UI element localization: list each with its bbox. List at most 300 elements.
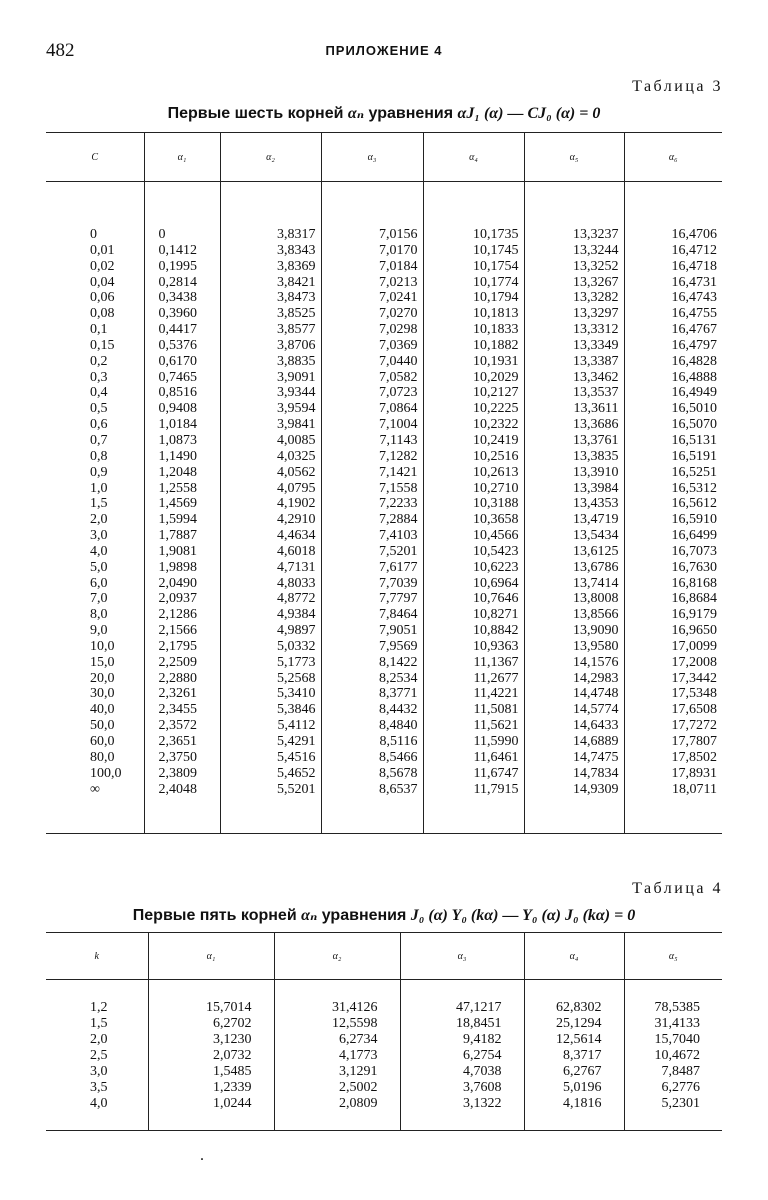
table-cell: 7,0156 (379, 227, 418, 242)
table-cell: 5,1773 (277, 654, 316, 670)
table-cell: 6,0 (90, 575, 108, 591)
table-cell: 14,9309 (573, 781, 619, 797)
table-3-title (0, 103, 768, 123)
table-3-header-alpha2: α₂ (220, 133, 321, 182)
table-cell: 50,0 (90, 718, 115, 734)
table-cell: 31,4133 (654, 1016, 700, 1031)
table-cell: 5,4291 (277, 734, 316, 749)
table-cell: 13,3835 (573, 448, 619, 464)
table-cell: 3,8835 (277, 353, 316, 369)
table-cell: 1,4569 (158, 496, 197, 512)
table-cell: 11,5081 (473, 702, 519, 718)
table-cell: 5,4112 (277, 718, 316, 734)
table-cell: 2,5002 (339, 1080, 378, 1095)
table-cell: 0,3 (90, 369, 108, 385)
table-cell: 6,2734 (339, 1032, 378, 1047)
table-cell: 10,3658 (473, 512, 519, 528)
table-cell: 14,7475 (573, 749, 619, 765)
table-cell: 3,1230 (213, 1032, 252, 1047)
table-cell: 3,5 (90, 1080, 108, 1095)
table-cell: 4,7131 (277, 559, 316, 575)
table-cell: 0,1412 (158, 242, 197, 258)
table-cell: 0,9 (90, 464, 108, 480)
table-cell: 5,5201 (277, 781, 316, 797)
table-cell: 5,0332 (277, 638, 316, 654)
table-cell: 0,6170 (158, 353, 197, 369)
table-cell: 16,7073 (671, 543, 717, 559)
table-cell: 13,5434 (573, 528, 619, 544)
table-4-title-mid: уравнения (317, 907, 411, 924)
table-cell: 17,5348 (671, 686, 717, 702)
table-cell: 11,1367 (473, 654, 519, 670)
table-cell: 0,1 (90, 322, 108, 338)
table-cell: 10,7646 (473, 591, 519, 607)
table-3 (46, 132, 722, 834)
table-cell: 13,3312 (573, 322, 619, 338)
table-3-body-row (46, 182, 722, 834)
table-cell: 5,0196 (563, 1080, 602, 1095)
table-4-column-alpha3 (400, 980, 524, 1131)
table-cell: 5,2301 (661, 1096, 700, 1111)
table-cell: 78,5385 (654, 1000, 700, 1015)
table-3-column-alpha3 (321, 182, 423, 834)
table-cell: 13,8566 (573, 607, 619, 623)
table-4-body-row (46, 980, 722, 1131)
table-3-title-variable: αₙ (347, 105, 365, 122)
table-cell: 11,4221 (473, 686, 519, 702)
table-cell: 0,7465 (158, 369, 197, 385)
table-cell: 7,0 (90, 591, 108, 607)
table-cell: 1,0244 (213, 1096, 252, 1111)
table-cell: 9,0 (90, 623, 108, 639)
table-cell: 3,1322 (463, 1096, 502, 1111)
table-cell: 25,1294 (556, 1016, 602, 1031)
table-cell: 0,02 (90, 258, 115, 274)
table-cell: 7,9051 (379, 623, 418, 639)
table-3-header-alpha1: α₁ (144, 133, 220, 182)
table-cell: 0,3960 (158, 306, 197, 322)
table-cell: 1,2339 (213, 1080, 252, 1095)
table-cell: 3,8577 (277, 322, 316, 338)
table-cell: 0,8 (90, 448, 108, 464)
table-cell: 16,6499 (671, 528, 717, 544)
table-cell: 7,1143 (379, 432, 418, 448)
table-cell: 7,9569 (379, 638, 418, 654)
table-cell: 2,2509 (158, 654, 197, 670)
table-cell: 10,2127 (473, 385, 519, 401)
table-cell: 7,4103 (379, 528, 418, 544)
table-cell: 16,4731 (671, 274, 717, 290)
table-cell: 16,5010 (671, 401, 717, 417)
table-cell: 14,6433 (573, 718, 619, 734)
table-cell: 16,5910 (671, 512, 717, 528)
table-cell: 5,4652 (277, 765, 316, 781)
table-cell: 11,5990 (473, 734, 519, 749)
table-cell: 16,9650 (671, 623, 717, 639)
table-cell: 10,1794 (473, 290, 519, 306)
table-cell: 2,5 (90, 1048, 108, 1063)
table-3-title-equation: αJ₁ (α) — CJ₀ (α) = 0 (457, 105, 601, 122)
table-cell: 2,0732 (213, 1048, 252, 1063)
table-cell: 15,7040 (654, 1032, 700, 1047)
table-cell: 1,5485 (213, 1064, 252, 1079)
table-3-header-alpha5: α₅ (524, 133, 624, 182)
stray-mark: . (200, 1147, 204, 1164)
table-cell: 7,7797 (379, 591, 418, 607)
table-cell: 8,5466 (379, 749, 418, 765)
table-cell: 0,9408 (158, 401, 197, 417)
table-cell: 16,4718 (671, 258, 717, 274)
table-cell: 2,2880 (158, 670, 197, 686)
table-cell: 17,8931 (671, 765, 717, 781)
table-3-header-alpha3: α₃ (321, 133, 423, 182)
table-cell: 3,8343 (277, 242, 316, 258)
table-cell: 3,9841 (277, 417, 316, 433)
page-number: 482 (46, 40, 75, 61)
table-cell: 8,0 (90, 607, 108, 623)
table-cell: 2,3809 (158, 765, 197, 781)
table-cell: 13,8008 (573, 591, 619, 607)
table-cell: 16,5612 (671, 496, 717, 512)
table-cell: 10,1931 (473, 353, 519, 369)
table-cell: 8,2534 (379, 670, 418, 686)
table-cell: 7,0170 (379, 242, 418, 258)
table-cell: 14,2983 (573, 670, 619, 686)
table-cell: 10,1833 (473, 322, 519, 338)
table-cell: 7,1558 (379, 480, 418, 496)
table-4-column-alpha5 (624, 980, 722, 1131)
table-3-header-c: C (46, 133, 144, 182)
table-cell: 0,04 (90, 274, 115, 290)
table-cell: 13,9580 (573, 638, 619, 654)
table-4-title-variable: αₙ (301, 907, 318, 924)
table-cell: 2,1286 (158, 607, 197, 623)
table-cell: 4,9897 (277, 623, 316, 639)
table-cell: 1,9081 (158, 543, 197, 559)
table-cell: 2,3455 (158, 702, 197, 718)
table-cell: 4,1902 (277, 496, 316, 512)
table-cell: 3,9091 (277, 369, 316, 385)
table-3-header-alpha6: α₆ (624, 133, 722, 182)
table-cell: 31,4126 (332, 1000, 378, 1015)
table-cell: 13,4353 (573, 496, 619, 512)
table-cell: 2,0490 (158, 575, 197, 591)
table-cell: 16,4743 (671, 290, 717, 306)
table-cell: 10,6223 (473, 559, 519, 575)
table-cell: 13,3984 (573, 480, 619, 496)
table-cell: 16,8684 (671, 591, 717, 607)
table-cell: 13,3237 (573, 227, 619, 242)
table-cell: 9,4182 (463, 1032, 502, 1047)
table-cell: 4,1816 (563, 1096, 602, 1111)
table-cell: 3,8706 (277, 337, 316, 353)
table-cell: 0,6 (90, 417, 108, 433)
table-cell: 11,6461 (473, 749, 519, 765)
table-cell: 2,0 (90, 1032, 108, 1047)
table-cell: 1,9898 (158, 559, 197, 575)
table-cell: 13,3282 (573, 290, 619, 306)
table-cell: 17,8502 (671, 749, 717, 765)
table-cell: 0,4417 (158, 322, 197, 338)
table-4-column-k (46, 980, 148, 1131)
table-3-label: Таблица 3 (632, 78, 723, 95)
table-cell: 3,1291 (339, 1064, 378, 1079)
table-cell: 3,0 (90, 1064, 108, 1079)
table-cell: 10,5423 (473, 543, 519, 559)
table-cell: 2,0809 (339, 1096, 378, 1111)
table-cell: 10,4566 (473, 528, 519, 544)
table-cell: 8,4432 (379, 702, 418, 718)
table-cell: 4,6018 (277, 543, 316, 559)
table-cell: 10,1735 (473, 227, 519, 242)
table-cell: 30,0 (90, 686, 115, 702)
table-cell: 8,3771 (379, 686, 418, 702)
table-cell: 0 (90, 227, 97, 242)
table-4 (46, 932, 722, 1131)
table-cell: 5,3846 (277, 702, 316, 718)
table-cell: 6,2767 (563, 1064, 602, 1079)
table-4-title (0, 905, 768, 925)
table-4-header-alpha3: α₃ (400, 933, 524, 980)
table-cell: 7,8464 (379, 607, 418, 623)
table-cell: 4,0 (90, 543, 108, 559)
table-cell: 3,7608 (463, 1080, 502, 1095)
table-cell: 2,4048 (158, 781, 197, 797)
table-3-column-c (46, 182, 144, 834)
table-cell: 17,3442 (671, 670, 717, 686)
table-3-header-alpha4: α₄ (423, 133, 524, 182)
table-cell: 10,1745 (473, 242, 519, 258)
table-cell: 7,1421 (379, 464, 418, 480)
table-4-header-alpha2: α₂ (274, 933, 400, 980)
table-4-title-prefix: Первые пять корней (132, 907, 302, 924)
table-cell: 7,0270 (379, 306, 418, 322)
table-cell: 4,8033 (277, 575, 316, 591)
table-3-column-alpha2 (220, 182, 321, 834)
table-cell: 2,1795 (158, 638, 197, 654)
table-cell: 12,5614 (556, 1032, 602, 1047)
table-cell: 1,5 (90, 1016, 108, 1031)
table-cell: 1,2558 (158, 480, 197, 496)
table-cell: 2,3651 (158, 734, 197, 749)
table-cell: 16,5312 (671, 480, 717, 496)
table-cell: 10,1774 (473, 274, 519, 290)
table-4-column-alpha1 (148, 980, 274, 1131)
table-cell: 60,0 (90, 734, 115, 749)
table-cell: 80,0 (90, 749, 115, 765)
table-cell: 3,8473 (277, 290, 316, 306)
table-cell: 7,2233 (379, 496, 418, 512)
table-cell: 5,2568 (277, 670, 316, 686)
table-4-header-row (46, 933, 722, 980)
table-cell: 7,7039 (379, 575, 418, 591)
table-cell: 5,4516 (277, 749, 316, 765)
table-cell: 6,2776 (661, 1080, 700, 1095)
table-cell: 3,8369 (277, 258, 316, 274)
table-cell: 7,0864 (379, 401, 418, 417)
table-cell: 16,4797 (671, 337, 717, 353)
table-cell: 10,3188 (473, 496, 519, 512)
table-cell: 6,2754 (463, 1048, 502, 1063)
table-3-column-alpha6 (624, 182, 722, 834)
table-cell: 2,3572 (158, 718, 197, 734)
table-cell: 4,0 (90, 1096, 108, 1111)
table-4-title-equation: J₀ (α) Y₀ (kα) — Y₀ (α) J₀ (kα) = 0 (410, 907, 636, 924)
table-cell: 13,3686 (573, 417, 619, 433)
table-cell: 8,3717 (563, 1048, 602, 1063)
table-cell: 12,5598 (332, 1016, 378, 1031)
table-cell: 13,6125 (573, 543, 619, 559)
table-cell: 47,1217 (456, 1000, 502, 1015)
running-head: ПРИЛОЖЕНИЕ 4 (325, 43, 443, 58)
table-cell: 10,1882 (473, 337, 519, 353)
table-cell: 0,8516 (158, 385, 197, 401)
table-cell: 0,4 (90, 385, 108, 401)
table-cell: 17,7272 (671, 718, 717, 734)
table-cell: 4,1773 (339, 1048, 378, 1063)
table-cell: 10,2516 (473, 448, 519, 464)
table-cell: 0 (158, 227, 166, 242)
table-cell: 4,0562 (277, 464, 316, 480)
table-3-title-mid: уравнения (364, 105, 458, 122)
table-cell: 0,2 (90, 353, 108, 369)
table-cell: 4,7038 (463, 1064, 502, 1079)
table-cell: 1,0873 (158, 432, 197, 448)
table-cell: 7,1004 (379, 417, 418, 433)
table-cell: 1,5 (90, 496, 108, 512)
table-cell: 16,9179 (671, 607, 717, 623)
table-cell: 13,7414 (573, 575, 619, 591)
table-cell: 13,3537 (573, 385, 619, 401)
table-cell: 16,4828 (671, 353, 717, 369)
table-cell: 10,9363 (473, 638, 519, 654)
table-cell: 14,1576 (573, 654, 619, 670)
table-cell: 16,5191 (671, 448, 717, 464)
table-cell: 2,3750 (158, 749, 197, 765)
table-cell: 5,0 (90, 559, 108, 575)
table-cell: 8,5678 (379, 765, 418, 781)
table-cell: 8,1422 (379, 654, 418, 670)
table-cell: 20,0 (90, 670, 115, 686)
table-cell: 16,4712 (671, 242, 717, 258)
table-cell: 0,01 (90, 242, 115, 258)
table-cell: 0,08 (90, 306, 115, 322)
table-cell: 18,8451 (456, 1016, 502, 1031)
table-cell: 4,2910 (277, 512, 316, 528)
table-cell: 7,0723 (379, 385, 418, 401)
table-cell: 16,4949 (671, 385, 717, 401)
table-cell: 3,8317 (277, 227, 316, 242)
table-cell: 14,4748 (573, 686, 619, 702)
table-3-column-alpha5 (524, 182, 624, 834)
table-cell: 10,2613 (473, 464, 519, 480)
table-cell: 1,0184 (158, 417, 197, 433)
table-cell: 17,7807 (671, 734, 717, 749)
table-cell: 14,6889 (573, 734, 619, 749)
table-cell: 13,3761 (573, 432, 619, 448)
table-cell: 13,3297 (573, 306, 619, 322)
table-cell: 4,0795 (277, 480, 316, 496)
table-cell: 14,7834 (573, 765, 619, 781)
table-cell: 8,5116 (379, 734, 418, 749)
table-cell: 3,8421 (277, 274, 316, 290)
table-cell: 8,4840 (379, 718, 418, 734)
table-cell: 7,0298 (379, 322, 418, 338)
table-cell: 15,7014 (206, 1000, 252, 1015)
table-4-header-alpha4: α₄ (524, 933, 624, 980)
table-cell: 10,2029 (473, 369, 519, 385)
table-cell: 0,3438 (158, 290, 197, 306)
table-cell: 16,4755 (671, 306, 717, 322)
table-cell: 13,4719 (573, 512, 619, 528)
table-cell: 40,0 (90, 702, 115, 718)
table-cell: 18,0711 (672, 781, 717, 797)
table-3-header-row (46, 133, 722, 182)
table-cell: 10,2419 (473, 432, 519, 448)
table-cell: 0,5376 (158, 337, 197, 353)
table-cell: 10,2710 (473, 480, 519, 496)
table-cell: 7,0213 (379, 274, 418, 290)
table-cell: 3,9344 (277, 385, 316, 401)
table-cell: 0,7 (90, 432, 108, 448)
table-cell: 10,6964 (473, 575, 519, 591)
table-cell: 8,6537 (379, 781, 418, 797)
table-cell: 1,2 (90, 1000, 108, 1015)
table-cell: 11,7915 (473, 781, 519, 797)
table-cell: 13,3611 (573, 401, 619, 417)
table-4-header-alpha1: α₁ (148, 933, 274, 980)
table-cell: 16,4706 (671, 227, 717, 242)
table-cell: 5,3410 (277, 686, 316, 702)
table-cell: 4,4634 (277, 528, 316, 544)
table-cell: 11,6747 (473, 765, 519, 781)
table-cell: 16,5070 (671, 417, 717, 433)
table-cell: 13,3267 (573, 274, 619, 290)
table-cell: 62,8302 (556, 1000, 602, 1015)
table-cell: 100,0 (90, 765, 122, 781)
table-cell: 10,8842 (473, 623, 519, 639)
table-cell: 16,8168 (671, 575, 717, 591)
table-cell: 14,5774 (573, 702, 619, 718)
table-cell: 4,0085 (277, 432, 316, 448)
table-cell: 1,7887 (158, 528, 197, 544)
table-cell: 16,4888 (671, 369, 717, 385)
table-3-column-alpha1 (144, 182, 220, 834)
table-cell: 10,2322 (473, 417, 519, 433)
table-cell: 13,3910 (573, 464, 619, 480)
table-cell: ∞ (90, 781, 100, 797)
table-4-label: Таблица 4 (632, 880, 723, 897)
table-cell: 0,15 (90, 337, 115, 353)
table-cell: 17,2008 (671, 654, 717, 670)
table-cell: 15,0 (90, 654, 115, 670)
table-cell: 7,0440 (379, 353, 418, 369)
table-cell: 2,0 (90, 512, 108, 528)
table-4-column-alpha4 (524, 980, 624, 1131)
table-cell: 13,3462 (573, 369, 619, 385)
table-cell: 16,4767 (671, 322, 717, 338)
table-cell: 0,5 (90, 401, 108, 417)
table-cell: 16,7630 (671, 559, 717, 575)
table-4-header-alpha5: α₅ (624, 933, 722, 980)
table-cell: 3,9594 (277, 401, 316, 417)
table-cell: 7,5201 (379, 543, 418, 559)
table-cell: 1,5994 (158, 512, 197, 528)
table-cell: 0,1995 (158, 258, 197, 274)
table-cell: 13,9090 (573, 623, 619, 639)
table-3-column-alpha4 (423, 182, 524, 834)
table-4-header-k: k (46, 933, 148, 980)
